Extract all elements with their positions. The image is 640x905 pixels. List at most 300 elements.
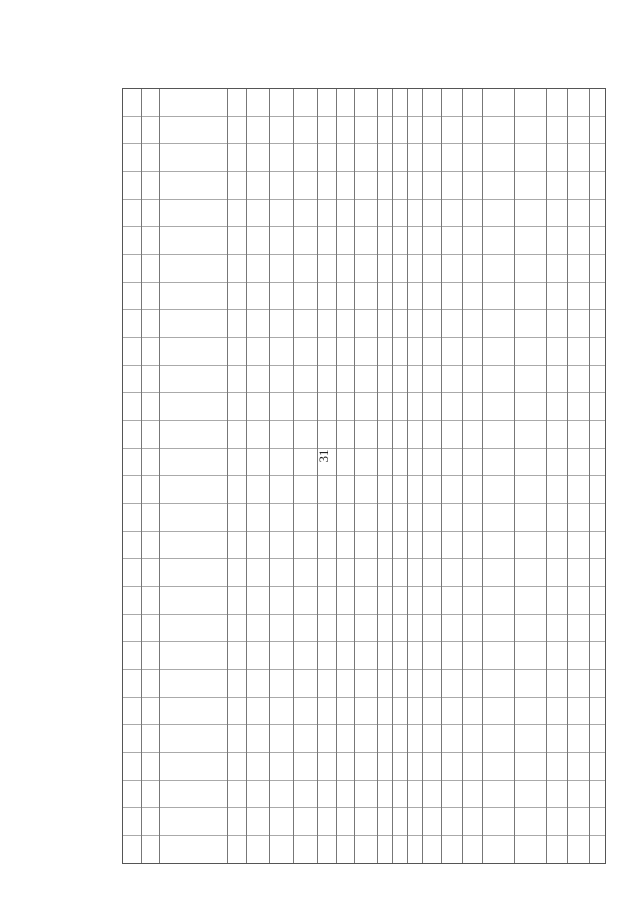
table-cell [355,172,376,200]
table-cell [378,532,392,560]
table-cell [393,642,407,670]
table-cell [247,781,270,809]
table-cell [270,532,293,560]
table-cell [355,559,376,587]
table-cell [160,587,227,615]
table-cell [483,559,514,587]
table-cell [515,642,546,670]
table-cell [590,255,605,283]
table-cell [294,117,317,145]
table-cell [318,642,336,670]
table-cell [393,725,407,753]
table-cell [442,338,461,366]
table-cell [337,117,355,145]
table-cell [423,698,441,726]
table-cell [590,698,605,726]
table-cell [590,449,605,477]
table-cell [483,642,514,670]
table-cell [393,504,407,532]
table-cell [270,393,293,421]
table-cell [160,753,227,781]
table-cell [568,255,589,283]
table-cell [378,615,392,643]
table-cell [247,421,270,449]
table-cell [294,449,317,477]
table-cell [515,836,546,863]
table-cell [442,200,461,228]
table-cell [547,615,566,643]
table-cell [423,587,441,615]
table-cell [547,449,566,477]
table-cell [547,283,566,311]
table-cell [568,808,589,836]
table-cell [318,753,336,781]
table-cell [547,559,566,587]
table-cell [123,366,141,394]
table-cell [294,366,317,394]
table-cell [355,725,376,753]
table-cell [160,366,227,394]
table-cell [142,808,160,836]
table-cell [294,698,317,726]
table-cell [160,310,227,338]
table-cell [463,836,482,863]
table-cell [337,781,355,809]
table-cell [378,698,392,726]
table-cell [337,338,355,366]
table-cell [483,725,514,753]
table-cell [408,449,422,477]
table-cell [123,670,141,698]
table-cell [228,227,246,255]
table-cell [123,476,141,504]
table-cell [228,421,246,449]
table-cell [547,725,566,753]
table-cell [123,172,141,200]
table-cell [270,615,293,643]
table-cell [123,836,141,863]
table-cell [408,227,422,255]
table-column [142,89,161,863]
table-cell [590,117,605,145]
table-cell [123,781,141,809]
table-cell [318,393,336,421]
table-cell [408,421,422,449]
table-cell [590,532,605,560]
table-cell [247,338,270,366]
table-cell [423,476,441,504]
table-cell [393,338,407,366]
table-cell [378,642,392,670]
table-cell [423,366,441,394]
table-cell [160,421,227,449]
table-cell [318,781,336,809]
table-cell [423,836,441,863]
table-cell [408,808,422,836]
table-cell [337,227,355,255]
table-cell [337,144,355,172]
table-cell [142,642,160,670]
table-cell [247,366,270,394]
table-cell [247,670,270,698]
table-cell [247,449,270,477]
table-cell [160,698,227,726]
table-cell [423,808,441,836]
table-cell [590,587,605,615]
table-cell [423,670,441,698]
table-cell [294,670,317,698]
table-cell [590,642,605,670]
table-cell [337,753,355,781]
table-cell [318,200,336,228]
table-cell [378,172,392,200]
table-cell [378,808,392,836]
table-cell [142,172,160,200]
table-cell [590,615,605,643]
table-cell [590,559,605,587]
table-cell [515,89,546,117]
table-cell [442,476,461,504]
table-cell [355,476,376,504]
table-cell [463,89,482,117]
table-cell [463,808,482,836]
table-cell [355,310,376,338]
table-cell [270,283,293,311]
table-cell [228,587,246,615]
table-cell [547,144,566,172]
table-cell [142,753,160,781]
table-cell [463,725,482,753]
table-cell [123,310,141,338]
table-cell [408,670,422,698]
table-cell [247,144,270,172]
table-cell [355,698,376,726]
table-cell [378,393,392,421]
table-cell [337,172,355,200]
table-cell [442,559,461,587]
table-cell [247,310,270,338]
table-cell [123,615,141,643]
table-cell [590,366,605,394]
table-cell [294,725,317,753]
table-cell [568,504,589,532]
table-cell [160,615,227,643]
table-cell [378,587,392,615]
table-column [123,89,142,863]
table-cell [463,698,482,726]
table-cell [123,753,141,781]
table-cell [463,615,482,643]
table-cell [442,642,461,670]
table-cell [228,255,246,283]
table-cell [393,366,407,394]
table-cell [483,476,514,504]
table-cell [337,615,355,643]
table-cell [355,753,376,781]
table-cell [378,725,392,753]
table-cell [515,781,546,809]
table-cell [442,753,461,781]
table-cell [568,338,589,366]
table-cell [378,200,392,228]
table-cell [568,172,589,200]
table-cell [337,393,355,421]
table-cell [337,200,355,228]
table-cell [294,283,317,311]
table-cell [463,338,482,366]
table-cell [463,144,482,172]
table-column [463,89,483,863]
table-cell [123,89,141,117]
table-cell [337,310,355,338]
table-cell [337,504,355,532]
table-cell [160,255,227,283]
table-cell [337,642,355,670]
table-cell [515,393,546,421]
table-cell [247,587,270,615]
table-cell [228,366,246,394]
table-cell [568,725,589,753]
table-cell [247,117,270,145]
table-cell [318,698,336,726]
table-cell [318,587,336,615]
table-cell [318,476,336,504]
table-cell [568,670,589,698]
table-cell [270,255,293,283]
table-cell [515,338,546,366]
table-cell [408,725,422,753]
table-cell [423,559,441,587]
table-cell [393,476,407,504]
table-column [355,89,377,863]
table-cell [483,504,514,532]
table-cell [568,421,589,449]
table-cell [590,310,605,338]
table-cell [393,117,407,145]
table-cell [423,393,441,421]
table-cell [228,670,246,698]
table-cell [590,172,605,200]
table-cell [318,338,336,366]
table-column [294,89,318,863]
table-cell [355,283,376,311]
table-cell [463,366,482,394]
table-cell [378,781,392,809]
table-cell [318,366,336,394]
table-cell [515,808,546,836]
table-cell [270,753,293,781]
table-cell [463,670,482,698]
table-cell [247,698,270,726]
table-cell [568,476,589,504]
table-cell [378,449,392,477]
table-cell [547,338,566,366]
table-cell [393,836,407,863]
table-cell [337,89,355,117]
table-cell [355,227,376,255]
table-cell [515,310,546,338]
table-cell [294,587,317,615]
table-cell [568,89,589,117]
table-cell [568,698,589,726]
table-cell [483,421,514,449]
table-cell [355,449,376,477]
table-cell [568,753,589,781]
table-cell [378,753,392,781]
table-cell [547,255,566,283]
table-cell [142,393,160,421]
table-cell [294,144,317,172]
table-cell [160,559,227,587]
table-cell [408,615,422,643]
table-cell [355,808,376,836]
table-cell [123,283,141,311]
table-cell [270,836,293,863]
table-cell [393,698,407,726]
table-cell [294,310,317,338]
table-column [247,89,271,863]
table-cell [442,255,461,283]
table-cell [270,725,293,753]
table-cell [270,449,293,477]
table-cell [123,504,141,532]
table-cell [442,366,461,394]
table-cell [142,504,160,532]
table-cell [378,227,392,255]
table-cell [123,642,141,670]
table-cell [270,200,293,228]
table-cell [547,366,566,394]
table-cell [547,200,566,228]
table-cell [423,227,441,255]
table-cell [228,836,246,863]
table-column [270,89,294,863]
table-cell [228,393,246,421]
table-cell [123,227,141,255]
table-cell [568,781,589,809]
table-cell [228,338,246,366]
table-cell [515,698,546,726]
table-cell [393,255,407,283]
table-cell [160,144,227,172]
table-cell [515,559,546,587]
table-cell [515,283,546,311]
table-cell [247,615,270,643]
table-cell [393,753,407,781]
table-cell [247,227,270,255]
table-cell [160,781,227,809]
table-cell [590,725,605,753]
table-cell [160,338,227,366]
table-cell [378,283,392,311]
table-cell [160,532,227,560]
table-cell [408,642,422,670]
table-cell [547,781,566,809]
table-cell [408,476,422,504]
table-cell [142,559,160,587]
table-cell [123,144,141,172]
table-cell [568,227,589,255]
table-cell [337,587,355,615]
table-cell [568,117,589,145]
table-cell [408,283,422,311]
table-cell [337,725,355,753]
table-column [393,89,408,863]
table-cell [337,698,355,726]
table-cell [423,449,441,477]
table-cell [423,283,441,311]
table-cell [270,144,293,172]
table-cell [123,421,141,449]
table-cell [515,421,546,449]
table-column [547,89,567,863]
table-cell [355,255,376,283]
table-cell [515,117,546,145]
table-cell [547,698,566,726]
table-cell [337,449,355,477]
table-cell [483,200,514,228]
table-cell [590,781,605,809]
table-cell [142,421,160,449]
table-cell [355,532,376,560]
table-cell [294,532,317,560]
table-cell [294,476,317,504]
table-cell [228,310,246,338]
table-cell [142,310,160,338]
table-cell [337,836,355,863]
table-cell [423,255,441,283]
table-cell [160,172,227,200]
table-cell [318,421,336,449]
table-column [378,89,393,863]
table-cell [515,587,546,615]
table-cell [408,310,422,338]
table-cell [142,781,160,809]
table-cell [423,144,441,172]
table-cell [378,255,392,283]
table-cell [463,283,482,311]
table-cell [483,366,514,394]
table-cell [423,532,441,560]
table-cell [408,698,422,726]
table-column [337,89,356,863]
table-cell [568,366,589,394]
table-cell [590,227,605,255]
table-cell [123,393,141,421]
table-cell [142,255,160,283]
table-cell [294,615,317,643]
table-cell [483,283,514,311]
table-cell [568,559,589,587]
table-cell [463,781,482,809]
table-cell [483,144,514,172]
table-cell [590,393,605,421]
table-cell [318,725,336,753]
table-cell [590,836,605,863]
table-cell [515,200,546,228]
table-cell [590,144,605,172]
table-cell [337,559,355,587]
table-cell [142,366,160,394]
table-cell [123,200,141,228]
table-cell [270,670,293,698]
table-cell [442,808,461,836]
table-cell [393,808,407,836]
table-cell [547,532,566,560]
table-cell [378,476,392,504]
table-cell [142,89,160,117]
table-cell [228,725,246,753]
